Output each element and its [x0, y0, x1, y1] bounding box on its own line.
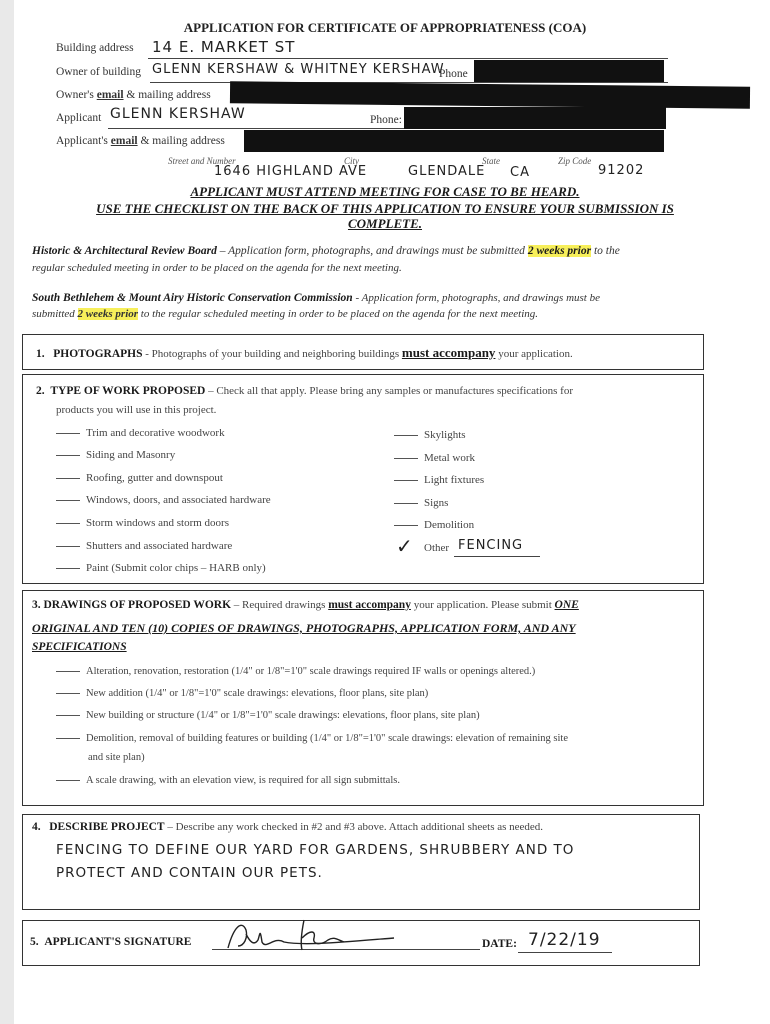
work-item-demolition[interactable]: Demolition — [394, 519, 474, 531]
other-checkmark[interactable]: ✓ — [396, 534, 413, 558]
drawing-item-demolition[interactable]: Demolition, removal of building features or building (1/4" or 1/8"=1'0" scale drawings: elevation of remaining site — [56, 733, 568, 744]
state-value[interactable]: CA — [510, 165, 530, 180]
work-item-paint[interactable]: Paint (Submit color chips – HARB only) — [56, 562, 266, 574]
work-item-signs[interactable]: Signs — [394, 497, 448, 509]
street-value[interactable]: 1646 HIGHLAND AVE — [214, 164, 368, 179]
harb-paragraph-line1: Historic & Architectural Review Board – Application form, photographs, and drawings must be submitted 2 weeks prior to the — [32, 245, 620, 257]
city-value[interactable]: GLENDALE — [408, 164, 486, 179]
work-item-windows[interactable]: Windows, doors, and associated hardware — [56, 494, 271, 506]
section3-line2: ORIGINAL AND TEN (10) COPIES OF DRAWINGS, PHOTOGRAPHS, APPLICATION FORM, AND ANY — [32, 621, 576, 635]
commission-paragraph-line2: submitted 2 weeks prior to the regular scheduled meeting in order to be placed on the agenda for the next meeting. — [32, 308, 539, 320]
section4-heading-line: 4. DESCRIBE PROJECT – Describe any work checked in #2 and #3 above. Attach additional sheets as needed. — [32, 821, 544, 833]
section2-heading-line: 2. TYPE OF WORK PROPOSED – Check all that apply. Please bring any samples or manufactures specifications for — [36, 385, 574, 397]
zip-value[interactable]: 91202 — [598, 163, 645, 178]
section3-line3: SPECIFICATIONS — [32, 641, 127, 653]
work-item-light-fixtures[interactable]: Light fixtures — [394, 474, 484, 486]
other-value[interactable]: FENCING — [458, 538, 524, 553]
applicant-label: Applicant — [56, 112, 102, 124]
describe-answer-line1[interactable]: FENCING TO DEFINE OUR YARD FOR GARDENS, SHRUBBERY AND TO — [56, 842, 575, 858]
scan-edge — [0, 0, 14, 1024]
applicant-value[interactable]: GLENN KERSHAW — [110, 106, 246, 122]
date-value[interactable]: 7/22/19 — [528, 930, 601, 950]
work-item-roofing[interactable]: Roofing, gutter and downspout — [56, 472, 223, 484]
other-label: Other — [424, 542, 450, 554]
redacted-applicant-phone — [404, 107, 666, 129]
zip-label: Zip Code — [558, 156, 592, 166]
date-label: DATE: — [482, 938, 517, 950]
work-item-shutters[interactable]: Shutters and associated hardware — [56, 540, 232, 552]
form-title: APPLICATION FOR CERTIFICATE OF APPROPRIATENESS (COA) — [183, 20, 587, 35]
work-item-metal-work[interactable]: Metal work — [394, 452, 475, 464]
handwritten-signature — [224, 916, 414, 956]
work-item-siding[interactable]: Siding and Masonry — [56, 449, 175, 461]
state-label: State — [482, 156, 500, 166]
drawing-item-new-building[interactable]: New building or structure (1/4" or 1/8"=1'0" scale drawings: elevations, floor plans, site plan) — [56, 710, 480, 721]
describe-answer-line2[interactable]: PROTECT AND CONTAIN OUR PETS. — [56, 865, 323, 881]
drawing-item-demolition-cont: and site plan) — [88, 752, 145, 763]
other-line — [454, 556, 540, 557]
building-address-line — [148, 58, 668, 59]
city-label: City — [344, 156, 359, 166]
owner-email-label: Owner's email & mailing address — [56, 89, 211, 101]
signature-label: 5. APPLICANT'S SIGNATURE — [30, 936, 192, 948]
applicant-line — [108, 128, 408, 129]
date-line — [518, 952, 612, 953]
applicant-phone-label: Phone: — [370, 114, 402, 126]
section3-heading-line: 3. DRAWINGS OF PROPOSED WORK – Required drawings must accompany your application. Please submit ONE — [32, 599, 579, 611]
commission-paragraph-line1: South Bethlehem & Mount Airy Historic Conservation Commission - Application form, photographs, and drawings must be — [32, 292, 600, 304]
notice-line1: APPLICANT MUST ATTEND MEETING FOR CASE TO BE HEARD. — [190, 184, 580, 199]
redacted-owner-phone — [474, 60, 664, 82]
work-item-trim[interactable]: Trim and decorative woodwork — [56, 427, 225, 439]
notice-line2: USE THE CHECKLIST ON THE BACK OF THIS APPLICATION TO ENSURE YOUR SUBMISSION IS — [96, 201, 674, 216]
redacted-owner-address — [230, 81, 750, 108]
applicant-email-label: Applicant's email & mailing address — [56, 135, 225, 147]
drawing-item-new-addition[interactable]: New addition (1/4" or 1/8"=1'0" scale drawings: elevations, floor plans, site plan) — [56, 688, 428, 699]
owner-value[interactable]: GLENN KERSHAW & WHITNEY KERSHAW — [152, 62, 445, 77]
work-item-storm-windows[interactable]: Storm windows and storm doors — [56, 517, 229, 529]
notice-line3: COMPLETE. — [347, 216, 423, 231]
owner-phone-label: Phone — [439, 68, 468, 80]
redacted-applicant-address — [244, 130, 664, 152]
section1-text: 1. PHOTOGRAPHS - Photographs of your building and neighboring buildings must accompany your application. — [36, 345, 573, 360]
work-item-skylights[interactable]: Skylights — [394, 429, 466, 441]
owner-label: Owner of building — [56, 66, 141, 78]
drawing-item-sign-scale[interactable]: A scale drawing, with an elevation view, is required for all sign submittals. — [56, 775, 400, 786]
drawing-item-alteration[interactable]: Alteration, renovation, restoration (1/4" or 1/8"=1'0" scale drawings required IF walls or openings altered.) — [56, 666, 535, 677]
section2-line2: products you will use in this project. — [56, 404, 217, 416]
harb-paragraph-line2: regular scheduled meeting in order to be placed on the agenda for the next meeting. — [32, 262, 402, 274]
street-label: Street and Number — [168, 156, 236, 166]
building-address-value[interactable]: 14 E. MARKET ST — [152, 38, 296, 56]
building-address-label: Building address — [56, 42, 134, 54]
